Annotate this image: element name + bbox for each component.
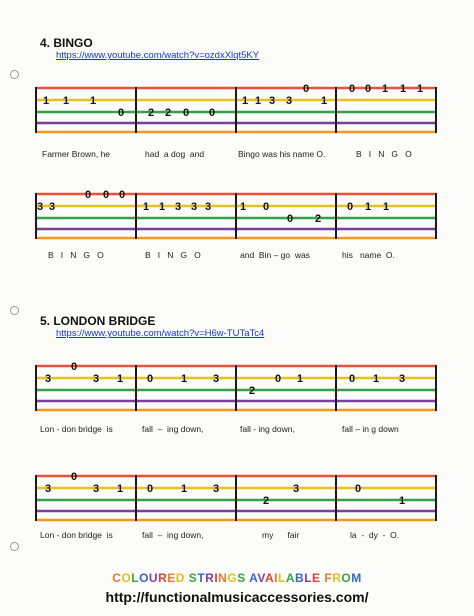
tab-fret-number: 1: [381, 83, 389, 95]
tab-fret-number: 1: [158, 201, 166, 213]
tab-fret-number: 1: [320, 95, 328, 107]
lyric-segment: fall - ing down,: [240, 424, 295, 434]
tab-fret-number: 2: [164, 107, 172, 119]
tab-staff: [0, 468, 474, 528]
lyric-segment: Lon - don bridge is: [40, 424, 113, 434]
tab-staff: [0, 186, 474, 246]
tab-fret-number: 1: [89, 95, 97, 107]
tab-fret-number: 1: [180, 373, 188, 385]
tab-fret-number: 0: [286, 213, 294, 225]
tab-fret-number: 0: [346, 201, 354, 213]
punch-hole: [10, 306, 19, 315]
lyric-segment: his name O.: [342, 250, 395, 260]
punch-hole: [10, 70, 19, 79]
tab-fret-number: 3: [36, 201, 44, 213]
tab-fret-number: 1: [296, 373, 304, 385]
tab-fret-number: 1: [239, 201, 247, 213]
lyric-segment: B I N G O: [145, 250, 201, 260]
lyric-segment: Lon - don bridge is: [40, 530, 113, 540]
tab-fret-number: 1: [372, 373, 380, 385]
tab-fret-number: 3: [44, 483, 52, 495]
lyric-segment: and Bin – go was: [240, 250, 310, 260]
tab-fret-number: 1: [254, 95, 262, 107]
lyric-segment: had a dog and: [145, 149, 205, 159]
footer-url-link[interactable]: http://functionalmusicaccessories.com/: [105, 589, 369, 605]
tab-fret-number: 3: [285, 95, 293, 107]
tab-fret-number: 3: [212, 373, 220, 385]
tab-fret-number: 0: [364, 83, 372, 95]
song-video-link[interactable]: https://www.youtube.com/watch?v=H6w-TUTaTc4: [56, 328, 265, 339]
tab-fret-number: 3: [92, 373, 100, 385]
punch-hole: [10, 542, 19, 551]
tab-fret-number: 3: [398, 373, 406, 385]
tab-fret-number: 1: [116, 373, 124, 385]
tab-fret-number: 1: [42, 95, 50, 107]
tab-fret-number: 0: [146, 483, 154, 495]
tab-fret-number: 0: [208, 107, 216, 119]
tab-fret-number: 0: [182, 107, 190, 119]
tab-fret-number: 0: [118, 189, 126, 201]
tab-fret-number: 0: [70, 361, 78, 373]
song-title: 4. BINGO: [40, 36, 93, 50]
tab-fret-number: 2: [262, 495, 270, 507]
tab-fret-number: 2: [314, 213, 322, 225]
lyric-segment: Farmer Brown, he: [42, 149, 111, 159]
tab-fret-number: 0: [348, 83, 356, 95]
tab-fret-number: 3: [44, 373, 52, 385]
lyric-segment: fall – in g down: [342, 424, 399, 434]
lyric-segment: la - dy - O.: [350, 530, 400, 540]
tab-fret-number: 3: [212, 483, 220, 495]
tab-fret-number: 2: [248, 385, 256, 397]
lyric-segment: B I N G O: [356, 149, 412, 159]
tab-fret-number: 2: [147, 107, 155, 119]
lyric-segment: fall – ing down,: [142, 530, 204, 540]
tab-fret-number: 1: [364, 201, 372, 213]
tab-staff: [0, 80, 474, 140]
tab-fret-number: 1: [399, 83, 407, 95]
tab-fret-number: 1: [180, 483, 188, 495]
tab-fret-number: 1: [398, 495, 406, 507]
tab-fret-number: 0: [117, 107, 125, 119]
tab-fret-number: 0: [262, 201, 270, 213]
tab-fret-number: 1: [382, 201, 390, 213]
tab-fret-number: 1: [116, 483, 124, 495]
tab-fret-number: 3: [92, 483, 100, 495]
lyric-segment: B I N G O: [48, 250, 104, 260]
tab-fret-number: 3: [48, 201, 56, 213]
tab-fret-number: 0: [348, 373, 356, 385]
tab-fret-number: 0: [302, 83, 310, 95]
tab-fret-number: 1: [416, 83, 424, 95]
tab-fret-number: 3: [204, 201, 212, 213]
tab-fret-number: 1: [142, 201, 150, 213]
lyric-segment: Bingo was his name O.: [238, 149, 326, 159]
tab-fret-number: 0: [70, 471, 78, 483]
tab-fret-number: 3: [292, 483, 300, 495]
lyric-segment: my fair: [262, 530, 300, 540]
footer-headline: COLOURED STRINGS AVAILABLE FROM: [112, 571, 362, 585]
tab-fret-number: 0: [84, 189, 92, 201]
tab-fret-number: 3: [190, 201, 198, 213]
tab-fret-number: 0: [102, 189, 110, 201]
tab-fret-number: 3: [174, 201, 182, 213]
lyric-segment: fall – ing down,: [142, 424, 204, 434]
tab-fret-number: 1: [62, 95, 70, 107]
tab-staff: [0, 358, 474, 418]
tab-fret-number: 0: [274, 373, 282, 385]
tab-fret-number: 0: [354, 483, 362, 495]
tab-fret-number: 1: [241, 95, 249, 107]
tab-fret-number: 0: [146, 373, 154, 385]
song-video-link[interactable]: https://www.youtube.com/watch?v=ozdxXlqt5KY: [56, 50, 260, 61]
tab-fret-number: 3: [268, 95, 276, 107]
song-title: 5. LONDON BRIDGE: [40, 314, 156, 328]
